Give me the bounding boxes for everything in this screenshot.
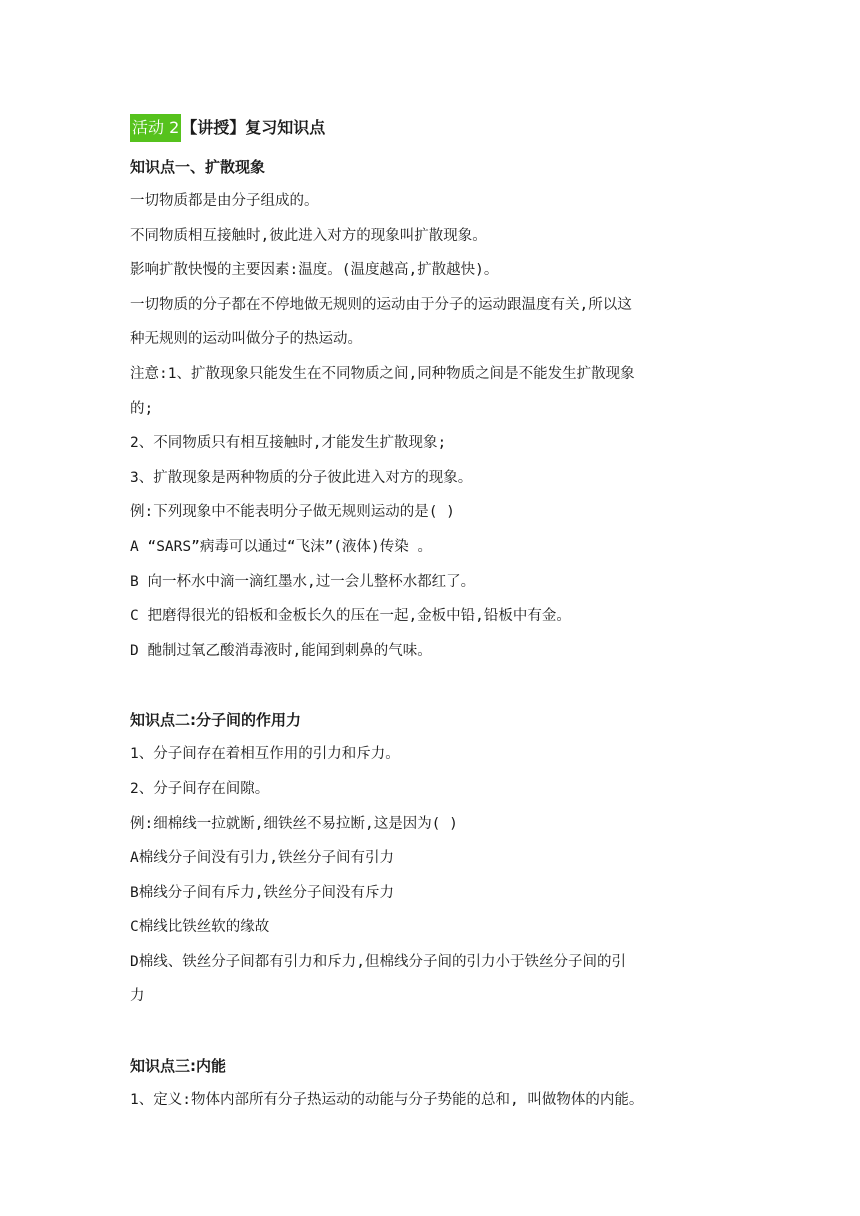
section-heading: 知识点二:分子间的作用力	[130, 711, 301, 730]
text-line: 2、不同物质只有相互接触时,才能发生扩散现象;	[130, 435, 447, 452]
section-heading: 知识点三:内能	[130, 1057, 226, 1076]
text-line: 影响扩散快慢的主要因素:温度。(温度越高,扩散越快)。	[130, 262, 499, 279]
section-internal-energy	[130, 1049, 740, 1118]
option-d: D 酏制过氧乙酸消毒液时,能闻到刺鼻的气味。	[130, 642, 432, 659]
text-line: 不同物质相互接触时,彼此进入对方的现象叫扩散现象。	[130, 227, 487, 244]
text-line: 2、分子间存在间隙。	[130, 780, 270, 797]
text-line: 一切物质都是由分子组成的。	[130, 193, 319, 209]
option-b: B棉线分子间有斥力,铁丝分子间没有斥力	[130, 884, 394, 901]
activity-tag: 活动 2	[130, 114, 181, 142]
text-line: 1、分子间存在着相互作用的引力和斥力。	[130, 746, 400, 763]
section-diffusion	[130, 150, 740, 668]
section-heading: 知识点一、扩散现象	[130, 158, 266, 176]
text-line: 3、扩散现象是两种物质的分子彼此进入对方的现象。	[130, 469, 473, 486]
text-line: 种无规则的运动叫做分子的热运动。	[130, 331, 362, 348]
option-d: D棉线、铁丝分子间都有引力和斥力,但棉线分子间的引力小于铁丝分子间的引	[130, 953, 626, 970]
document-content	[130, 112, 740, 1118]
text-line: 注意:1、扩散现象只能发生在不同物质之间,同种物质之间是不能发生扩散现象	[130, 365, 635, 382]
activity-title: 【讲授】复习知识点	[181, 118, 326, 137]
section-spacer	[130, 1014, 740, 1049]
option-a: A棉线分子间没有引力,铁丝分子间有引力	[130, 850, 394, 867]
option-b: B 向一杯水中滴一滴红墨水,过一会儿整杯水都红了。	[130, 573, 476, 590]
option-c: C 把磨得很光的铅板和金板长久的压在一起,金板中铅,铅板中有金。	[130, 608, 571, 625]
text-line: 一切物质的分子都在不停地做无规则的运动由于分子的运动跟温度有关,所以这	[130, 296, 632, 313]
example-question: 例:下列现象中不能表明分子做无规则运动的是( )	[130, 504, 455, 521]
text-line: 的;	[130, 400, 154, 417]
example-question: 例:细棉线一拉就断,细铁丝不易拉断,这是因为( )	[130, 815, 458, 832]
option-c: C棉线比铁丝软的缘故	[130, 919, 270, 936]
activity-header	[130, 112, 740, 144]
text-line: 1、定义:物体内部所有分子热运动的动能与分子势能的总和, 叫做物体的内能。	[130, 1092, 644, 1109]
section-spacer	[130, 668, 740, 703]
text-line: 力	[130, 988, 145, 1005]
section-intermolecular-force	[130, 703, 740, 1014]
option-a: A “SARS”病毒可以通过“飞沫”(液体)传染 。	[130, 538, 432, 555]
